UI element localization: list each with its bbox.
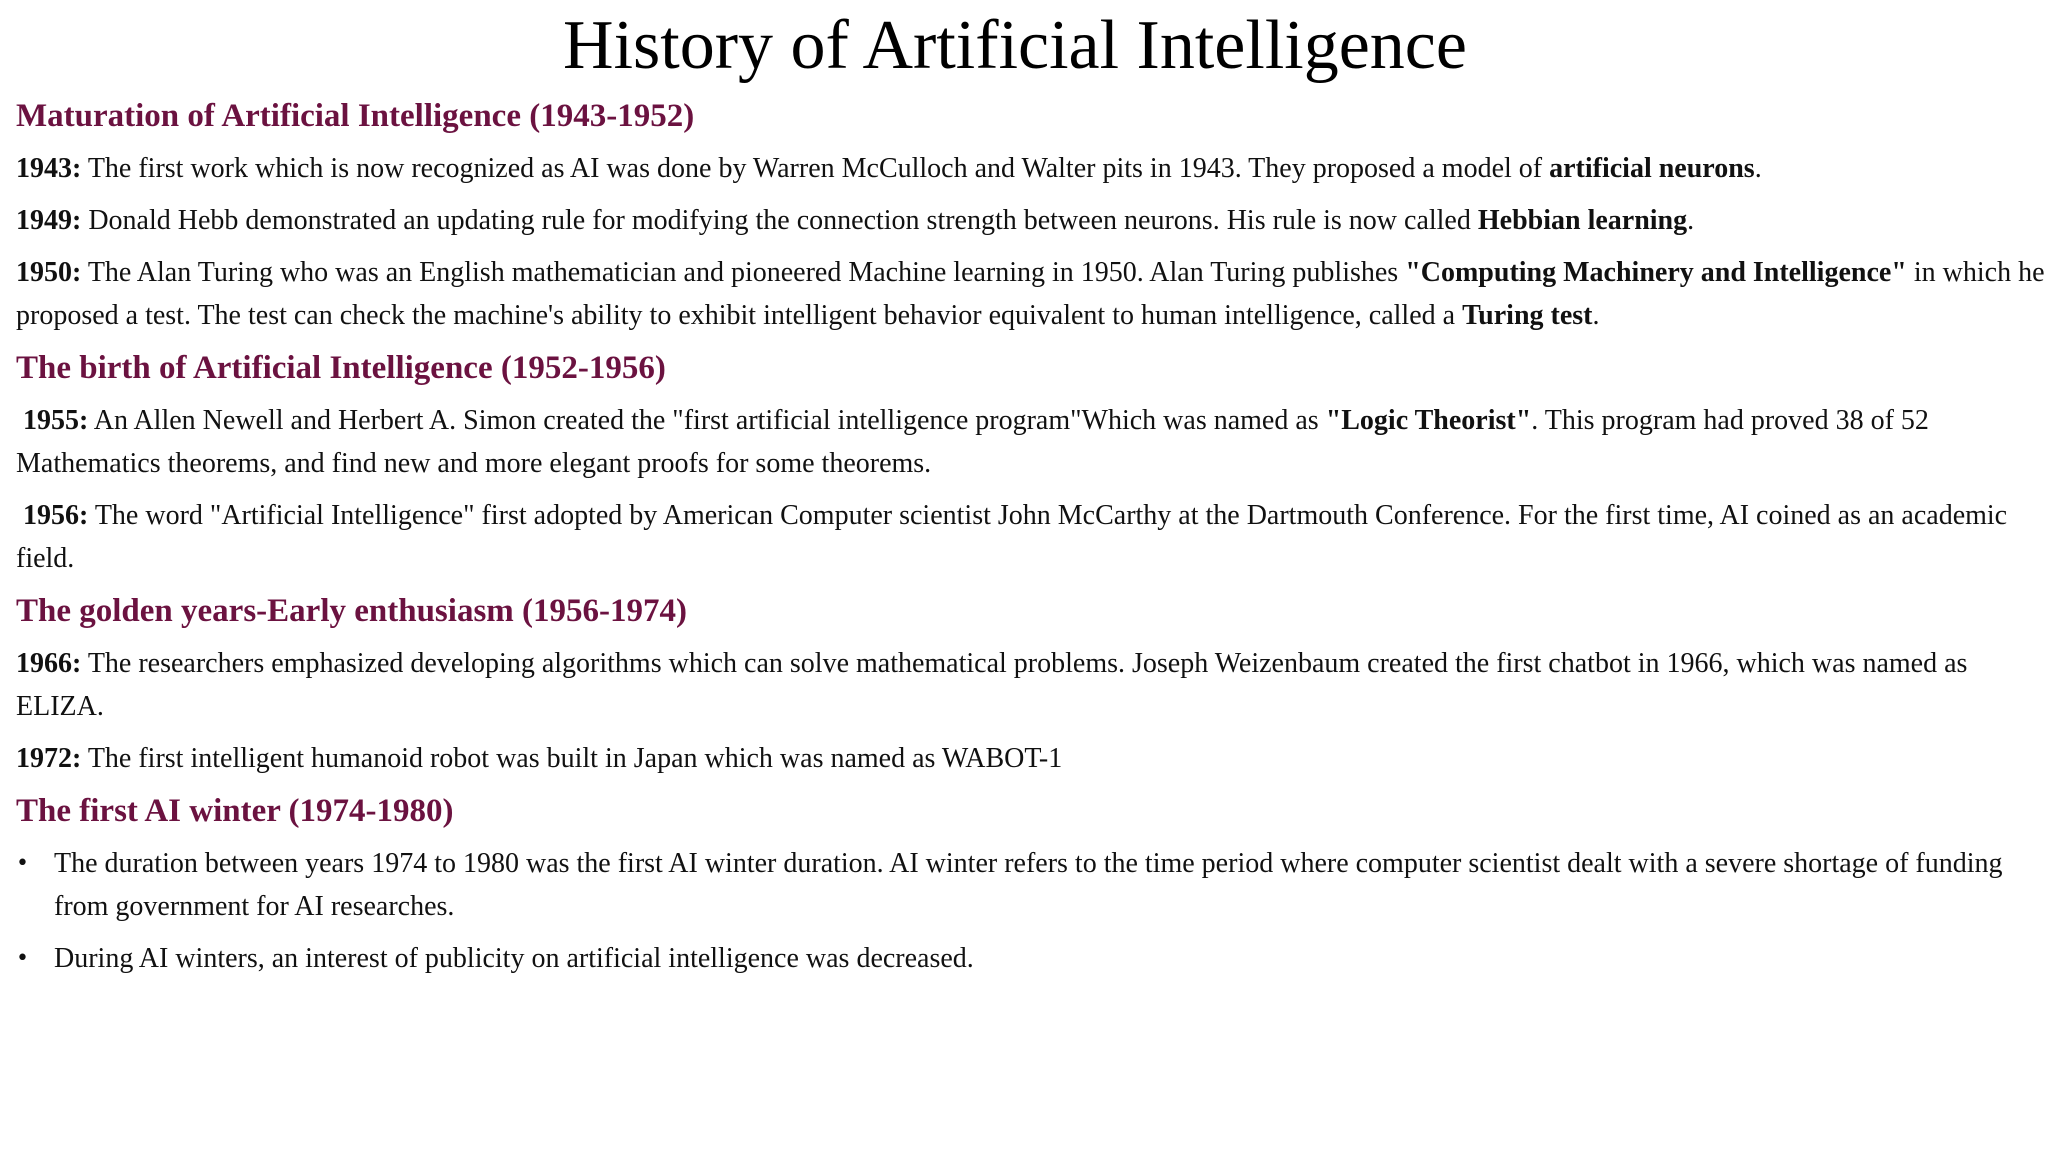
bullet-text: The duration between years 1974 to 1980 was the first AI winter duration. AI winter refers to the time period where computer scientist dealt with a severe shortage of funding from government for AI researches. — [54, 848, 2003, 922]
entry-text: The first intelligent humanoid robot was built in Japan which was named as WABOT-1 — [81, 743, 1063, 774]
slide-title: History of Artificial Intelligence — [563, 7, 1467, 84]
entry-text: Donald Hebb demonstrated an updating rule for modifying the connection strength between neurons. His rule is now called — [81, 205, 1478, 236]
entry-emphasis: Hebbian learning — [1477, 205, 1688, 236]
bullet-icon: • — [16, 851, 29, 876]
entry-emphasis: artificial neurons — [1549, 153, 1755, 184]
entry-text: The word "Artificial Intelligence" first adopted by American Computer scientist John McCarthy at the Dartmouth Conference. For the first time, AI coined as an academic field. — [16, 500, 2008, 574]
entry-year: 1972: — [16, 743, 82, 774]
bullet-item — [16, 937, 2046, 980]
entry-1966 — [16, 642, 2046, 728]
entry-1956 — [16, 494, 2046, 580]
entry-emphasis: Turing test — [1462, 300, 1593, 331]
bullet-text: During AI winters, an interest of publicity on artificial intelligence was decreased. — [54, 943, 974, 974]
bullet-icon: • — [16, 946, 29, 971]
section-heading-ai-winter: The first AI winter (1974-1980) — [16, 793, 454, 829]
entry-text: . This program had proved 38 of 52 Mathematics theorems, and find new and more elegant proofs for some theorems. — [16, 405, 1929, 479]
ai-winter-bullet-list — [16, 842, 2046, 980]
entry-text: The researchers emphasized developing algorithms which can solve mathematical problems. Joseph Weizenbaum created the first chatbot in 1966, which was named as ELIZA. — [16, 648, 1968, 722]
entry-emphasis: "Logic Theorist" — [1325, 405, 1532, 436]
entry-year: 1956: — [23, 500, 89, 531]
entry-year: 1943: — [16, 153, 82, 184]
entry-1955 — [16, 399, 2046, 485]
entry-year: 1950: — [16, 257, 82, 288]
entry-emphasis: "Computing Machinery and Intelligence" — [1405, 257, 1907, 288]
entry-1972 — [16, 737, 2046, 780]
entry-1950 — [16, 251, 2046, 337]
entry-1949 — [16, 199, 2046, 242]
entry-text: . — [1754, 153, 1762, 184]
section-heading-golden-years: The golden years-Early enthusiasm (1956-1974) — [16, 593, 687, 629]
bullet-item — [16, 842, 2046, 928]
entry-1943 — [16, 147, 2046, 190]
slide-content — [16, 94, 2046, 989]
section-heading-birth: The birth of Artificial Intelligence (1952-1956) — [16, 350, 666, 386]
entry-text: in which he proposed a test. The test can check the machine's ability to exhibit intelligent behavior equivalent to human intelligence, called a — [16, 257, 2045, 331]
section-heading-maturation: Maturation of Artificial Intelligence (1943-1952) — [16, 98, 695, 134]
entry-text: . — [1592, 300, 1600, 331]
entry-text: . — [1687, 205, 1695, 236]
entry-text: The Alan Turing who was an English mathematician and pioneered Machine learning in 1950. Alan Turing publishes — [81, 257, 1406, 288]
entry-year: 1955: — [23, 405, 89, 436]
entry-year: 1966: — [16, 648, 82, 679]
entry-text: An Allen Newell and Herbert A. Simon created the "first artificial intelligence program"Which was named as — [88, 405, 1326, 436]
entry-year: 1949: — [16, 205, 82, 236]
entry-text: The first work which is now recognized as AI was done by Warren McCulloch and Walter pits in 1943. They proposed a model of — [81, 153, 1550, 184]
